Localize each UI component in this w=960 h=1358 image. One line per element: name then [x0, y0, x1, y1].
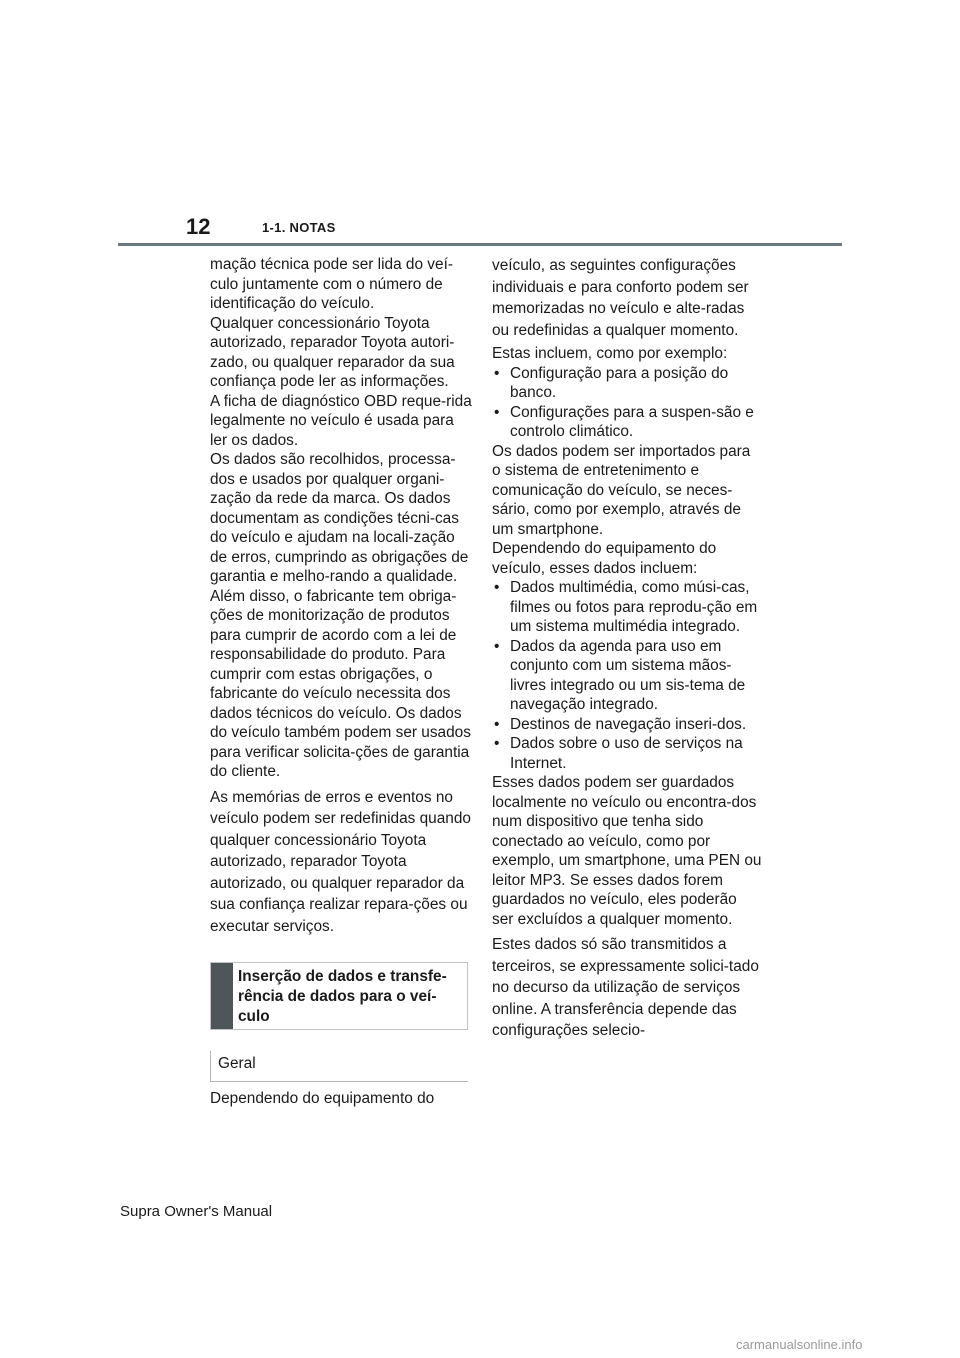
paragraph: Estes dados só são transmitidos a terceiros, se expressamente solici-tado no decurso da utilização de serviços online. A transferência depende das configurações selecio- [492, 936, 759, 1039]
bullet-list [492, 578, 762, 773]
paragraph: mação técnica pode ser lida do veí-culo juntamente com o número de identificação do veículo. [210, 256, 453, 312]
manual-name: Supra Owner's Manual [120, 1203, 273, 1220]
list-item: • Dados multimédia, como músi-cas, filmes ou fotos para reprodu-ção em um sistema multimédia integrado. [492, 578, 762, 637]
watermark: carmanualsonline.info [736, 1337, 863, 1352]
subheading: Geral [218, 1055, 256, 1072]
list-item: • Destinos de navegação inseri-dos. [492, 715, 762, 735]
paragraph: Esses dados podem ser guardados localmente no veículo ou encontra-dos num dispositivo que tenha sido conectado ao veículo, como por exemplo, um smartphone, uma PEN ou leitor MP3. Se esses dados forem guardados no veículo, eles poderão ser excluídos a qualquer momento. [492, 774, 762, 928]
paragraph: veículo, as seguintes configurações individuais e para conforto podem ser memorizadas no veículo e alte-radas ou redefinidas a qualquer momento. [492, 257, 749, 339]
heading-bar [211, 963, 233, 1029]
paragraph: Os dados são recolhidos, processa-dos e usados por qualquer organi-zação da rede da marca. Os dados documentam as condições técni-cas do veículo e ajudam na locali-zação de erros, cumprindo as obrigações de garantia e melho-rando a qualidade. [210, 451, 469, 585]
paragraph: A ficha de diagnóstico OBD reque-rida legalmente no veículo é usada para ler os dados. [210, 392, 472, 449]
left-column [210, 255, 472, 937]
paragraph: Qualquer concessionário Toyota autorizado, reparador Toyota autori-zado, ou qualquer reparador da sua confiança pode ler as informações. [210, 314, 455, 390]
section-heading: Inserção de dados e transfe-rência de dados para o veí-culo [238, 968, 447, 1025]
subheading-box [210, 1051, 468, 1082]
right-column [492, 255, 762, 1042]
header-rule [118, 243, 842, 246]
section-title: 1-1. NOTAS [262, 220, 336, 235]
bullet-list [492, 364, 762, 442]
paragraph: Além disso, o fabricante tem obriga-ções de monitorização de produtos para cumprir de acordo com a lei de responsabilidade do produto. Para cumprir com estas obrigações, o fabricante do veículo necessita dos dados técnicos do veículo. Os dados do veículo também podem ser usados para verificar solicita-ções de garantia do cliente. [210, 587, 471, 780]
list-item: • Dados da agenda para uso em conjunto com um sistema mãos-livres integrado ou um sis-tema de navegação integrado. [492, 637, 762, 715]
page-number: 12 [186, 214, 211, 239]
paragraph: Dependendo do equipamento do [210, 1090, 435, 1107]
paragraph: As memórias de erros e eventos no veículo podem ser redefinidas quando qualquer concessionário Toyota autorizado, reparador Toyota autorizado, ou qualquer reparador da sua confiança realizar repara-ções ou executar serviços. [210, 788, 471, 935]
list-item: • Dados sobre o uso de serviços na Internet. [492, 734, 762, 773]
paragraph: Estas incluem, como por exemplo: [492, 345, 728, 362]
paragraph: Dependendo do equipamento do veículo, esses dados incluem: [492, 540, 717, 577]
list-item: • Configuração para a posição do banco. [492, 364, 762, 403]
list-item: • Configurações para a suspen-são e controlo climático. [492, 403, 762, 442]
paragraph: Os dados podem ser importados para o sistema de entretenimento e comunicação do veículo, se neces-sário, como por exemplo, através de um smartphone. [492, 442, 751, 538]
section-heading-box [210, 962, 468, 1030]
